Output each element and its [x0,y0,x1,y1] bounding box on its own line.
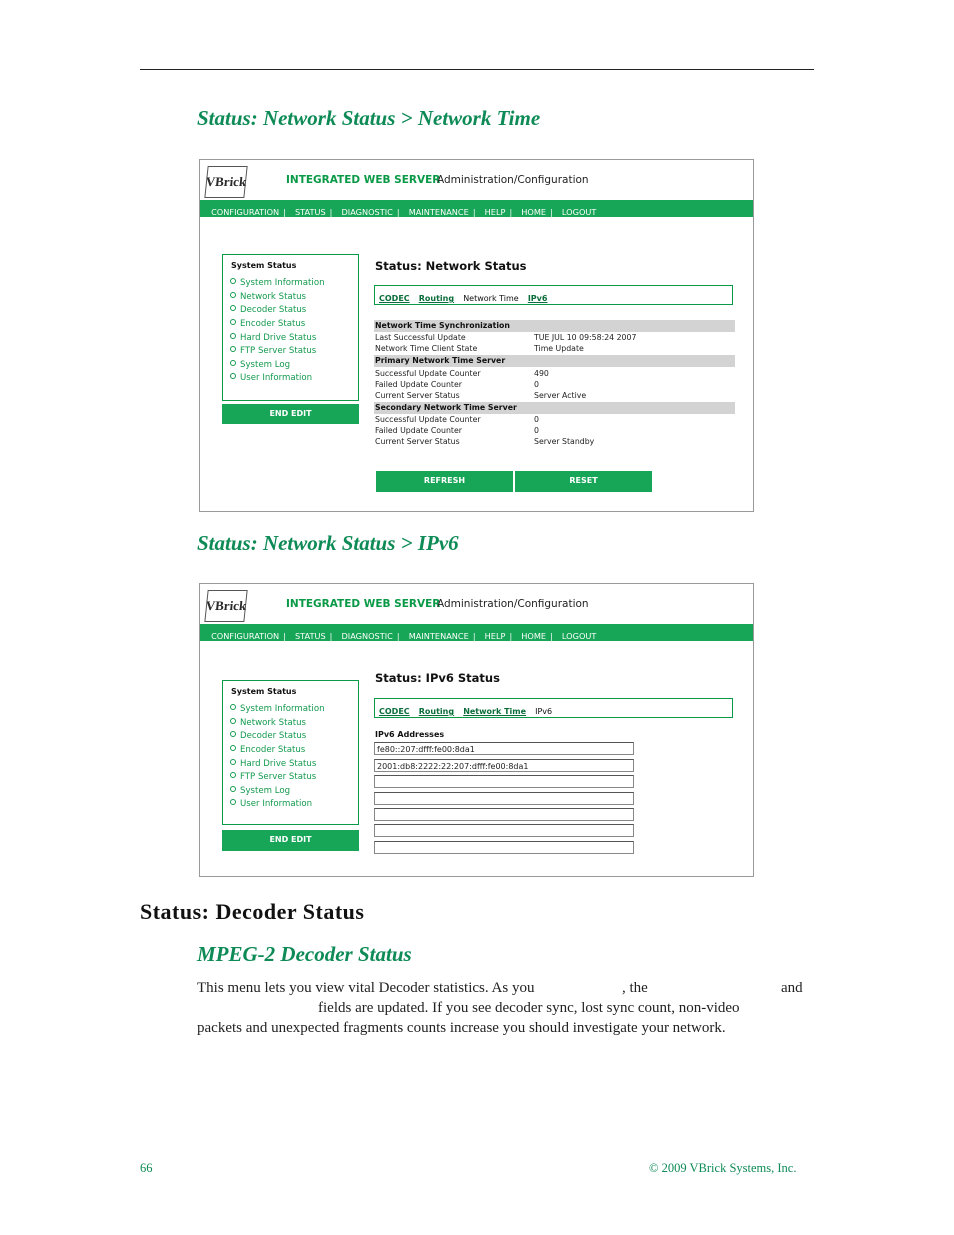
row-value: Server Standby [534,437,595,446]
reset-button[interactable]: RESET [515,471,652,492]
paragraph-line-3: packets and unexpected fragments counts increase you should investigate your network. [197,1020,726,1036]
ipv6-address-field[interactable]: fe80::207:dfff:fe00:8da1 [374,742,634,755]
nav-configuration[interactable]: CONFIGURATION [211,631,280,641]
sidebar-item-network-status[interactable]: Network Status [230,292,306,302]
row-value: 0 [534,415,539,424]
sidebar-item-encoder-status[interactable]: Encoder Status [230,745,305,755]
tab-routing[interactable]: Routing [418,294,455,303]
ipv6-address-field[interactable] [374,792,634,805]
vbrick-logo: VBrick [204,166,247,198]
nav-configuration[interactable]: CONFIGURATION [211,207,280,217]
copyright: © 2009 VBrick Systems, Inc. [649,1161,797,1175]
heading-network-time: Status: Network Status > Network Time [197,106,541,130]
tab-network-time[interactable]: Network Time [463,294,519,303]
tab-codec[interactable]: CODEC [379,294,410,303]
sidebar-item-hard-drive-status[interactable]: Hard Drive Status [230,759,316,769]
sidebar-title: System Status [231,687,297,696]
bullet-icon [230,278,236,284]
status-tabs [374,698,733,718]
bullet-icon [230,373,236,379]
tab-ipv6[interactable]: IPv6 [535,707,553,716]
screenshot-ipv6 [199,583,754,877]
sidebar-item-user-information[interactable]: User Information [230,373,312,383]
end-edit-button[interactable]: END EDIT [222,404,359,424]
ipv6-addresses-label: IPv6 Addresses [375,730,445,739]
bullet-icon [230,786,236,792]
sidebar-item-system-information[interactable]: System Information [230,278,325,288]
nav-home[interactable]: HOME [521,631,547,641]
heading-mpeg2-decoder: MPEG-2 Decoder Status [197,942,412,966]
header-rule [140,69,814,70]
section-primary-server: Primary Network Time Server [374,355,735,367]
bullet-icon [230,704,236,710]
sidebar-item-system-log[interactable]: System Log [230,786,290,796]
row-label: Failed Update Counter [375,426,462,435]
bullet-icon [230,305,236,311]
nav-help[interactable]: HELP [484,207,506,217]
bullet-icon [230,360,236,366]
row-label: Last Successful Update [375,333,466,342]
paragraph-text: , the [622,980,648,996]
nav-maintenance[interactable]: MAINTENANCE [408,207,469,217]
section-secondary-server: Secondary Network Time Server [374,402,735,414]
screenshot-network-time [199,159,754,512]
row-label: Failed Update Counter [375,380,462,389]
tab-codec[interactable]: CODEC [379,707,410,716]
sidebar-title: System Status [231,261,297,270]
bullet-icon [230,772,236,778]
row-value: Server Active [534,391,587,400]
bullet-icon [230,745,236,751]
nav-maintenance[interactable]: MAINTENANCE [408,631,469,641]
row-value: Time Update [534,344,584,353]
row-value: 490 [534,369,549,378]
nav-bar: CONFIGURATION | STATUS | DIAGNOSTIC | MAINTENANCE | HELP | HOME | LOGOUT [200,200,753,217]
heading-decoder-status: Status: Decoder Status [140,899,365,924]
row-label: Current Server Status [375,391,460,400]
tab-ipv6[interactable]: IPv6 [527,294,548,303]
row-label: Successful Update Counter [375,415,481,424]
nav-home[interactable]: HOME [521,207,547,217]
sidebar-item-user-information[interactable]: User Information [230,799,312,809]
sidebar-item-decoder-status[interactable]: Decoder Status [230,305,306,315]
status-tabs [374,285,733,305]
sidebar-item-system-log[interactable]: System Log [230,360,290,370]
tab-network-time[interactable]: Network Time [463,707,527,716]
sidebar-item-ftp-server-status[interactable]: FTP Server Status [230,772,316,782]
row-value: 0 [534,426,539,435]
end-edit-button[interactable]: END EDIT [222,830,359,851]
refresh-button[interactable]: REFRESH [376,471,513,492]
bullet-icon [230,759,236,765]
bullet-icon [230,731,236,737]
status-title: Status: IPv6 Status [375,671,500,685]
status-sidebar [222,680,359,825]
app-title: INTEGRATED WEB SERVER [286,598,441,610]
bullet-icon [230,333,236,339]
app-title: INTEGRATED WEB SERVER [286,174,441,186]
ipv6-address-field[interactable] [374,775,634,788]
bullet-icon [230,292,236,298]
section-time-sync: Network Time Synchronization [374,320,735,332]
sidebar-item-ftp-server-status[interactable]: FTP Server Status [230,346,316,356]
ipv6-address-field[interactable] [374,841,634,854]
ipv6-address-field[interactable] [374,824,634,837]
nav-diagnostic[interactable]: DIAGNOSTIC [341,631,393,641]
row-label: Network Time Client State [375,344,478,353]
row-value: 0 [534,380,539,389]
paragraph-line-1 [197,978,534,998]
sidebar-item-system-information[interactable]: System Information [230,704,325,714]
heading-ipv6: Status: Network Status > IPv6 [197,531,459,555]
nav-help[interactable]: HELP [484,631,506,641]
ipv6-address-field[interactable] [374,808,634,821]
nav-status[interactable]: STATUS [294,207,326,217]
nav-bar: CONFIGURATION | STATUS | DIAGNOSTIC | MAINTENANCE | HELP | HOME | LOGOUT [200,624,753,641]
vbrick-logo: VBrick [204,590,247,622]
row-value: TUE JUL 10 09:58:24 2007 [534,333,637,342]
sidebar-item-network-status[interactable]: Network Status [230,718,306,728]
sidebar-item-decoder-status[interactable]: Decoder Status [230,731,306,741]
status-sidebar [222,254,359,401]
paragraph-text: This menu lets you view vital Decoder statistics. As you [197,980,535,996]
app-subtitle: Administration/Configuration [437,174,589,186]
bullet-icon [230,718,236,724]
nav-diagnostic[interactable]: DIAGNOSTIC [341,207,393,217]
status-title: Status: Network Status [375,259,527,273]
paragraph-line-2: fields are updated. If you see decoder sync, lost sync count, non-video [318,1000,740,1016]
nav-logout[interactable]: LOGOUT [561,631,597,641]
nav-status[interactable]: STATUS [294,631,326,641]
bullet-icon [230,799,236,805]
row-label: Successful Update Counter [375,369,481,378]
sidebar-item-hard-drive-status[interactable]: Hard Drive Status [230,333,316,343]
row-label: Current Server Status [375,437,460,446]
ipv6-address-field[interactable]: 2001:db8:2222:22:207:dfff:fe00:8da1 [374,759,634,772]
tab-routing[interactable]: Routing [418,707,455,716]
paragraph-text: and [781,980,803,996]
app-subtitle: Administration/Configuration [437,598,589,610]
page-number: 66 [140,1161,153,1175]
nav-logout[interactable]: LOGOUT [561,207,597,217]
sidebar-item-encoder-status[interactable]: Encoder Status [230,319,305,329]
bullet-icon [230,346,236,352]
bullet-icon [230,319,236,325]
